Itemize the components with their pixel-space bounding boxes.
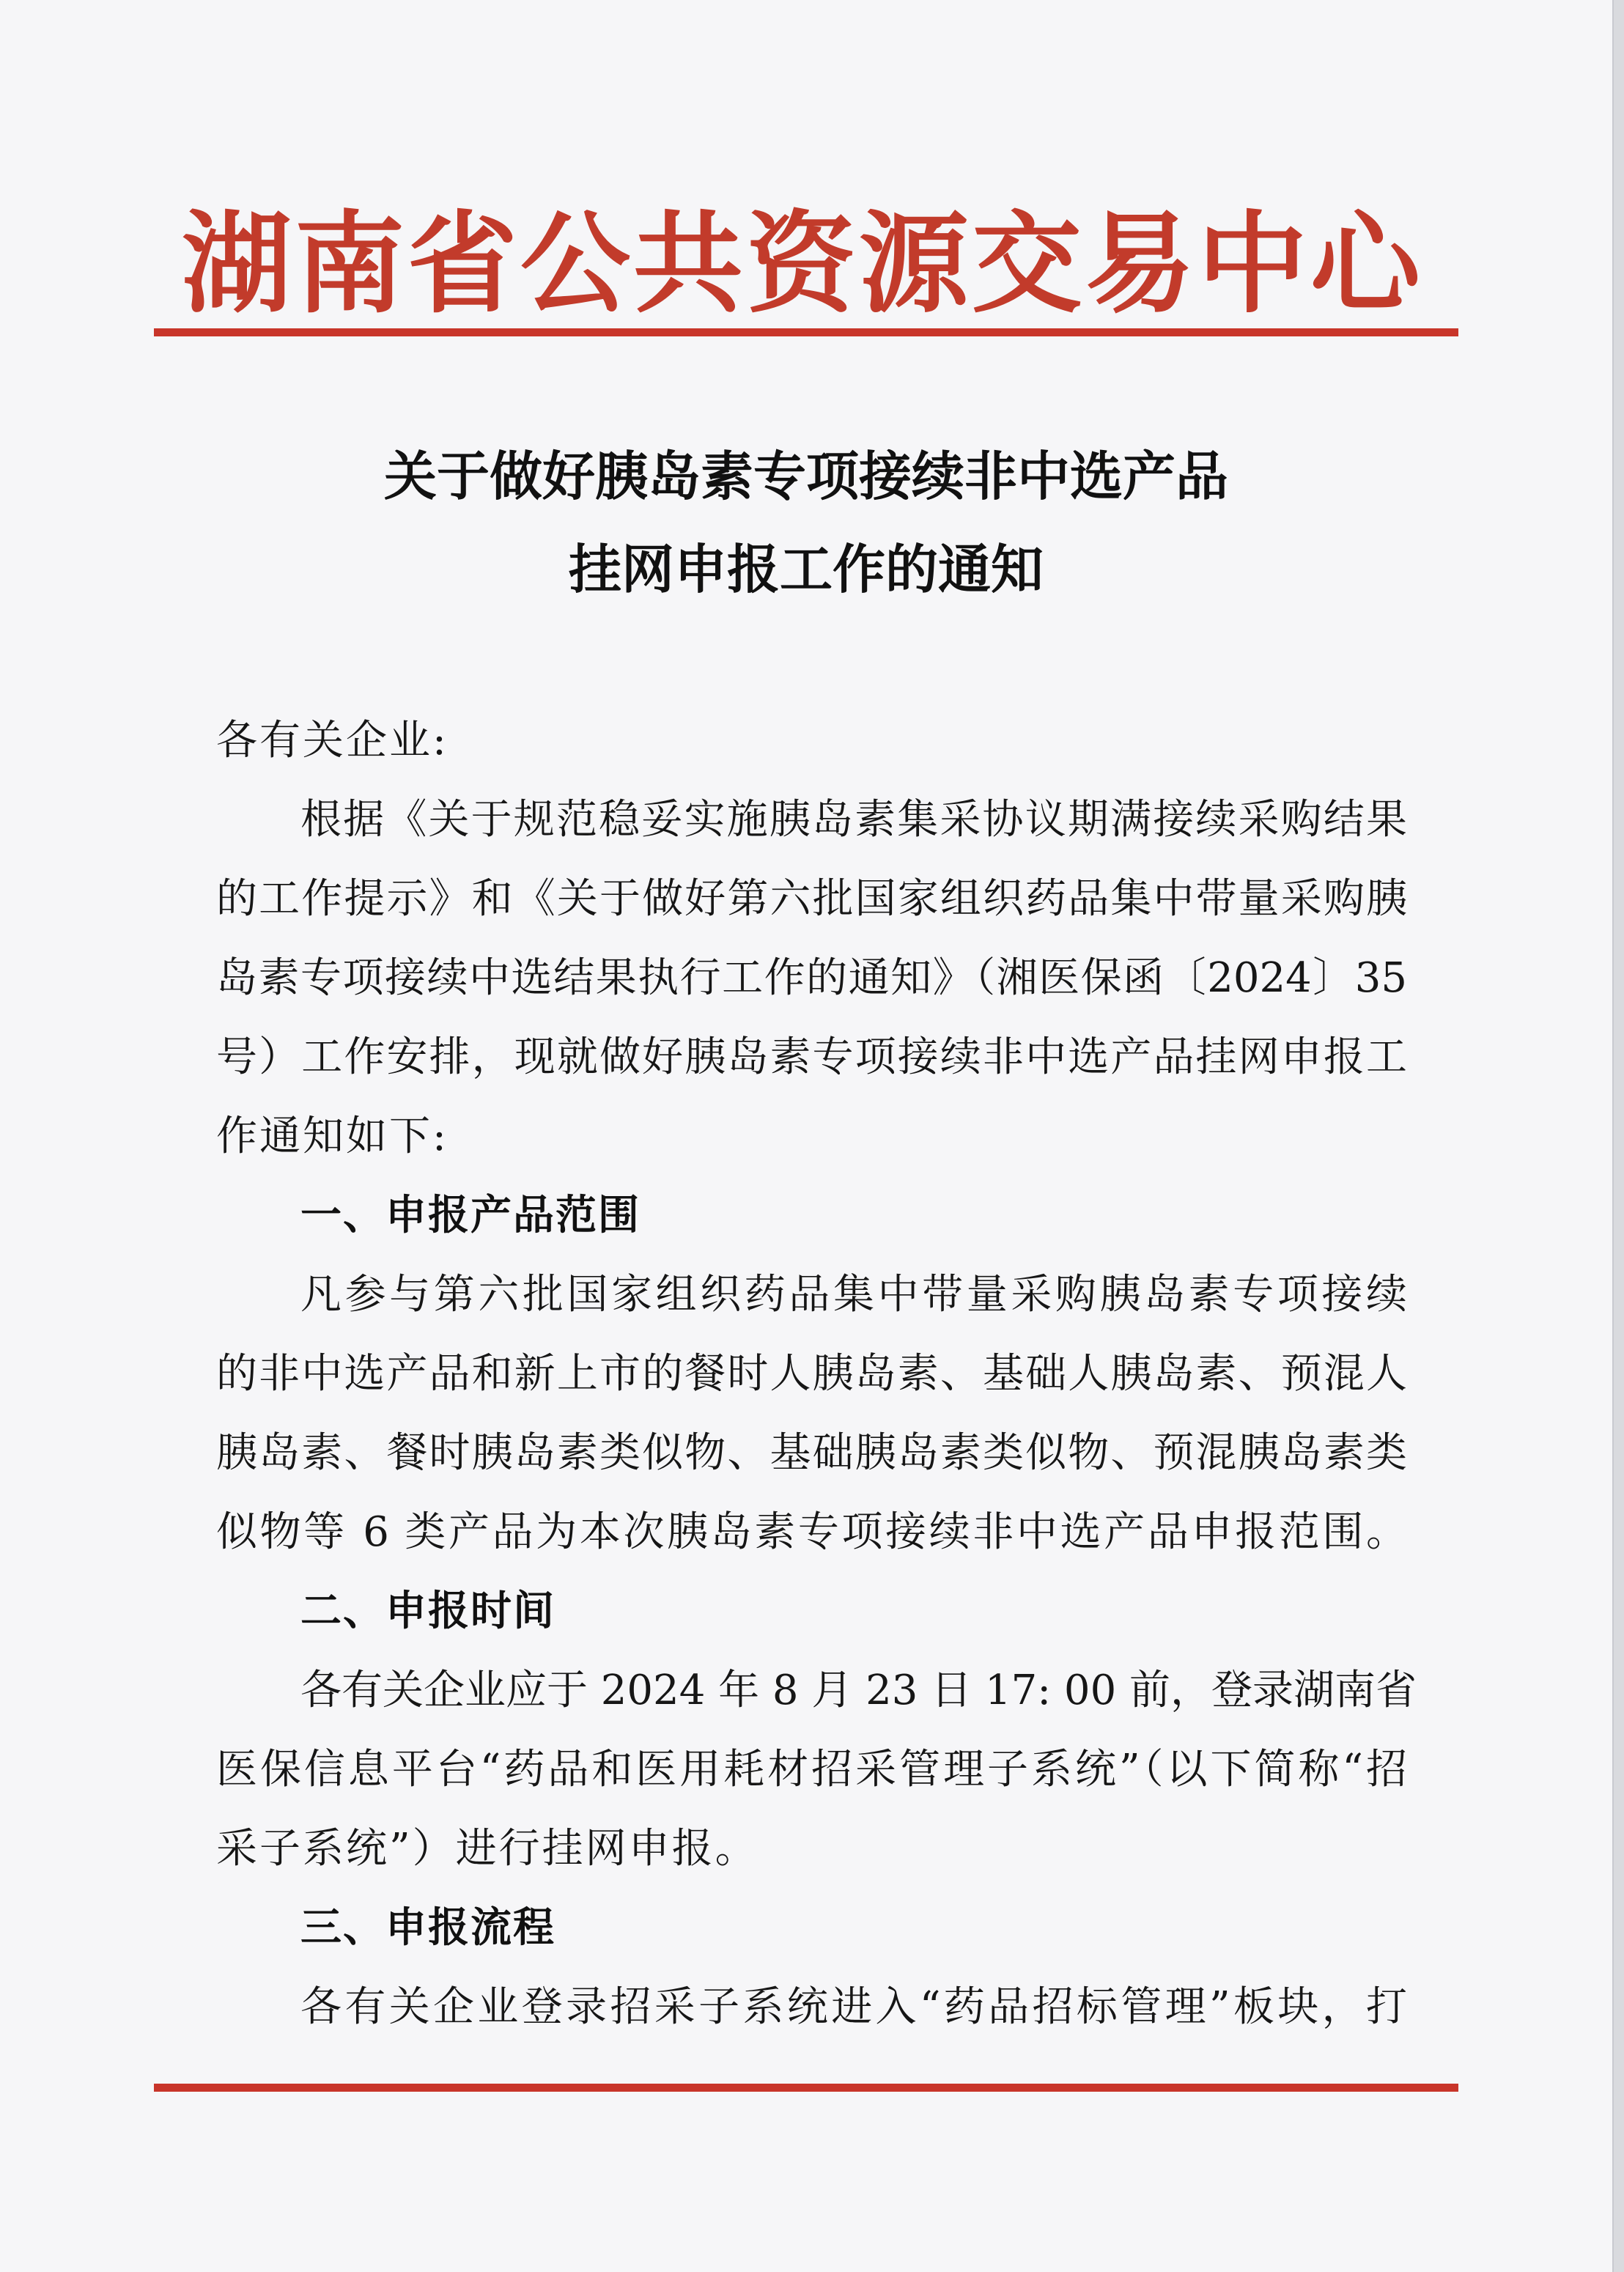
intro-line: 作通知如下: — [216, 1113, 449, 1160]
intro-line: 号）工作安排，现就做好胰岛素专项接续非中选产品挂网申报工 — [216, 1033, 1407, 1081]
section-line: 的非中选产品和新上市的餐时人胰岛素、基础人胰岛素、预混人 — [216, 1350, 1407, 1398]
section-line: 各有关企业应于 2024 年 8 月 23 日 17: 00 前，登录湖南省 — [300, 1667, 1417, 1714]
section-heading-product-scope: 一、申报产品范围 — [300, 1192, 641, 1239]
section-line: 胰岛素、餐时胰岛素类似物、基础胰岛素类似物、预混胰岛素类 — [216, 1429, 1407, 1477]
section-line: 似物等 6 类产品为本次胰岛素专项接续非中选产品申报范围。 — [216, 1508, 1407, 1556]
intro-line: 的工作提示》和《关于做好第六批国家组织药品集中带量采购胰 — [216, 875, 1407, 923]
document-title-line-2: 挂网申报工作的通知 — [568, 538, 1044, 600]
section-line: 采子系统”）进行挂网申报。 — [216, 1825, 759, 1873]
letterhead-red-rule — [154, 328, 1458, 336]
section-heading-declaration-time: 二、申报时间 — [300, 1587, 556, 1635]
intro-line: 根据《关于规范稳妥实施胰岛素集采协议期满接续采购结果 — [300, 796, 1407, 844]
section-line: 医保信息平台“药品和医用耗材招采管理子系统”（以下简称“招 — [216, 1746, 1407, 1793]
intro-line: 岛素专项接续中选结果执行工作的通知》（湘医保函〔2024〕35 — [216, 954, 1407, 1002]
letterhead-org-name: 湖南省公共资源交易中心 — [181, 199, 1423, 328]
document-title-line-1: 关于做好胰岛素专项接续非中选产品 — [383, 445, 1228, 507]
salutation: 各有关企业: — [216, 717, 449, 764]
section-heading-declaration-process: 三、申报流程 — [300, 1904, 556, 1952]
section-line: 各有关企业登录招采子系统进入“药品招标管理”板块，打 — [300, 1983, 1407, 2031]
section-line: 凡参与第六批国家组织药品集中带量采购胰岛素专项接续 — [300, 1271, 1407, 1318]
footer-red-rule — [154, 2084, 1458, 2092]
